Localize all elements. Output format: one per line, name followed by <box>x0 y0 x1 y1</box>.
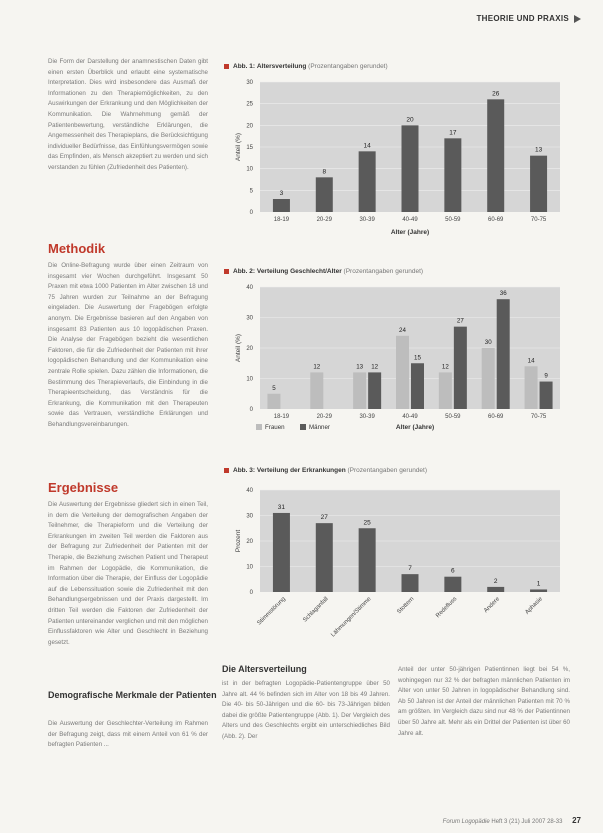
data-label: 12 <box>441 363 449 371</box>
footer-journal: Forum Logopädie <box>442 819 490 825</box>
data-label: 31 <box>277 503 286 511</box>
bar <box>402 574 419 592</box>
data-label: 3 <box>279 190 284 197</box>
data-label: 1 <box>536 580 541 588</box>
methodik-text: Die Online-Befragung wurde über einen Zeitraum von insgesamt vier Wochen durchgeführt. Insgesamt 50 Praxen mit etwa 1000 Patienten im Alter zwischen 18 und 75 Jahren wurden zur Teilnahme an der Befragung eingeladen. Die Auswertung der Fragebögen erfolgte anonym. Die Ergebnisse basieren auf den Angaben von insgesamt 83 Patienten aus 10 logopädischen Praxen. Die Analyse der Fragebögen bezieht die wesentlichen Faktoren, die für die Zufriedenheit der Patienten mit ihrer logopädischen Behandlung und der Kommunikation eine zentrale Rolle spielen. Dazu zählen die Informationen, die Bestimmung des Therapieverlaufs, die Einbindung in die Therapieentscheidung, das Verständnis für die Erkrankung, die Kommunikation mit den Therapeuten sowie das Vertrauen, verständliche Erklärungen und Behandlungsvereinbarungen. <box>48 262 208 428</box>
x-tick-label: 40-49 <box>402 217 418 223</box>
bar <box>359 151 376 212</box>
y-tick-label: 30 <box>246 513 253 520</box>
x-axis-label: Alter (Jahre) <box>390 229 430 236</box>
data-label: 14 <box>527 357 535 365</box>
data-label: 20 <box>406 116 414 124</box>
bar <box>487 99 504 212</box>
data-label: 2 <box>493 577 498 585</box>
intro-text: Die Form der Darstellung der anamnestischen Daten gibt einen ersten Überblick und erlaubt eine systematische Interpretation. Dies wird insbesondere das Ausmaß der Informationen zu den Therapiemöglichkeiten, zu den Auswirkungen der Erkrankung und den Möglichkeiten der Kommunikation. Die Wahrnehmung gemäß der Patientenbewertung, verständliche Erklärungen, die Angemessenheit des Therapieplans, die Berücksichtigung individueller Bedürfnisse, das Einfühlungsvermögen sowie das Empfinden, als Mensch akzeptiert zu werden und sich verstanden zu fühlen (Zufriedenheit des Patienten). <box>48 58 208 171</box>
y-tick-label: 30 <box>246 80 253 86</box>
x-tick-label: 70-75 <box>530 414 547 420</box>
y-tick-label: 25 <box>246 101 253 108</box>
bar <box>402 125 419 212</box>
bar-maenner <box>497 299 510 409</box>
running-header-title: THEORIE UND PRAXIS <box>476 14 569 23</box>
x-tick-label: 70-75 <box>530 217 547 223</box>
data-label: 13 <box>534 146 543 154</box>
figure-3-title: Verteilung der Erkrankungen <box>256 467 346 474</box>
bar <box>530 156 547 212</box>
data-label: 7 <box>408 565 412 573</box>
legend-label-frauen: Frauen <box>265 424 285 431</box>
legend-swatch-maenner <box>300 424 306 430</box>
y-tick-label: 10 <box>246 376 253 383</box>
bar <box>316 523 333 592</box>
x-tick-label: 50-59 <box>445 414 461 420</box>
y-tick-label: 20 <box>246 539 253 545</box>
right-column-text: Anteil der unter 50-jährigen Patientinnen liegt bei 54 %, wohingegen nur 32 % der befragten männlichen Patienten im Alter von unter 50 Jahren in logopädischer Behandlung sind. Ab 50 Jahren ist der Anteil der männlichen Patienten mit 70 % am größten. Im Vergleich dazu sind nur 48 % der Patientinnen über 50 Jahre alt. Mehr als ein Drittel der Patienten ist über 60 Jahre alt. <box>398 666 570 737</box>
figure-3-caption <box>224 467 427 474</box>
legend-label-maenner: Männer <box>309 424 330 431</box>
chart-altersverteilung <box>224 72 574 252</box>
y-axis-label: Anteil (%) <box>235 333 242 363</box>
y-tick-label: 20 <box>246 123 253 130</box>
bar <box>530 589 547 592</box>
data-label: 17 <box>449 129 457 137</box>
y-tick-label: 20 <box>246 346 253 352</box>
demografie-heading: Demografische Merkmale der Patienten <box>48 690 217 700</box>
figure-2-number: Abb. 2: <box>233 268 256 275</box>
chart-geschlecht-alter <box>224 277 574 457</box>
data-label: 6 <box>451 567 455 575</box>
arrow-right-icon <box>574 15 581 23</box>
x-tick-label: 20-29 <box>316 414 332 420</box>
data-label: 12 <box>371 363 379 371</box>
data-label: 27 <box>456 317 464 325</box>
altersverteilung-text: ist in der befragten Logopädie-Patientengruppe über 50 Jahre alt. 44 % befinden sich im Alter von 18 bis 49 Jahren. Die 40- bis 50-Jährigen und die 60- bis 73-Jährigen bilden dabei die größte Patientengruppe (Abb. 1). Der Vergleich des Alters und des Geschlechts ergibt ein unterschiedliches Bild (Abb. 2). Der <box>222 680 390 740</box>
bar <box>273 513 290 592</box>
legend-swatch-frauen <box>256 424 262 430</box>
y-tick-label: 0 <box>249 407 253 413</box>
data-label: 8 <box>322 168 327 176</box>
bar <box>273 199 290 212</box>
y-tick-label: 10 <box>246 166 253 173</box>
figure-2-title: Verteilung Geschlecht/Alter <box>256 268 342 275</box>
x-tick-label: Stimmstörung <box>256 596 287 627</box>
x-tick-label: Redefluss <box>435 596 459 620</box>
x-tick-label: 18-19 <box>273 217 290 223</box>
bar <box>444 138 461 212</box>
x-tick-label: Aphasie <box>524 596 544 616</box>
figure-3-note: (Prozentangaben gerundet) <box>347 467 428 474</box>
bar-frauen <box>310 372 323 409</box>
data-label: 27 <box>320 514 328 522</box>
y-tick-label: 5 <box>249 188 253 195</box>
figure-1-note: (Prozentangaben gerundet) <box>308 63 388 70</box>
chart-erkrankungen <box>224 476 574 654</box>
footer-issue: Heft 3 (21) Juli 2007 28-33 <box>491 819 563 825</box>
demografie-text: Die Auswertung der Geschlechter-Verteilung im Rahmen der Befragung zeigt, dass mit einem Anteil von 61 % der befragten Patienten ... <box>48 720 208 749</box>
x-tick-label: 20-29 <box>316 217 332 223</box>
running-header <box>476 14 581 23</box>
x-tick-label: 30-39 <box>359 217 375 223</box>
caption-marker-icon <box>224 468 229 473</box>
bar-frauen <box>396 336 409 409</box>
bar-frauen <box>525 366 538 409</box>
y-tick-label: 10 <box>246 564 253 571</box>
ergebnisse-text: Die Auswertung der Ergebnisse gliedert sich in einen Teil, in dem die Verteilung der demografischen Angaben der Teilnehmer, die Therapieform und die Verteilung der Erkrankungen im zweiten Teil werden die Faktoren aus der Befragung zur Zufriedenheit der Patienten mit der Therapie, die Beziehung zwischen Patient und Therapeut im Rahmen der Logopädie, die Kommunikation, die Information über die Therapie, der Einfluss der Logopädie auf die Lebenssituation sowie die Zufriedenheit mit den Behandlungsergebnissen und der Praxis dargestellt. Im dritten Teil werden die Faktoren der Zufriedenheit der Patienten untereinander verglichen und mit den möglichen Einflussfaktoren wie Alter und Geschlecht in Beziehung gesetzt. <box>48 501 208 646</box>
methodik-heading: Methodik <box>48 241 106 256</box>
bar <box>444 577 461 592</box>
figure-2-note: (Prozentangaben gerundet) <box>343 268 424 275</box>
caption-marker-icon <box>224 64 229 69</box>
data-label: 36 <box>499 290 507 298</box>
y-tick-label: 40 <box>246 488 253 494</box>
y-tick-label: 15 <box>246 145 253 151</box>
data-label: 5 <box>272 384 276 392</box>
y-tick-label: 40 <box>246 285 253 291</box>
bar-maenner <box>411 363 424 409</box>
y-axis-label: Prozent <box>235 529 242 553</box>
caption-marker-icon <box>224 269 229 274</box>
data-label: 25 <box>363 519 371 527</box>
data-label: 13 <box>356 363 364 371</box>
x-tick-label: 30-39 <box>359 414 375 420</box>
figure-3-number: Abb. 3: <box>233 467 256 474</box>
page-number: 27 <box>572 816 581 825</box>
x-tick-label: 18-19 <box>273 414 290 420</box>
bar-frauen <box>353 372 366 409</box>
x-tick-label: Andere <box>483 596 502 615</box>
y-tick-label: 30 <box>246 315 253 322</box>
y-axis-label: Anteil (%) <box>235 132 242 162</box>
ergebnisse-heading: Ergebnisse <box>48 480 119 495</box>
x-axis-label: Alter (Jahre) <box>395 424 435 431</box>
data-label: 26 <box>492 90 500 98</box>
bar-maenner <box>540 382 553 409</box>
bar-frauen <box>439 372 452 409</box>
data-label: 9 <box>544 372 548 380</box>
data-label: 15 <box>414 354 421 362</box>
x-tick-label: 60-69 <box>488 217 504 223</box>
bar-frauen <box>482 348 495 409</box>
figure-1-title: Altersverteilung <box>256 63 307 70</box>
data-label: 30 <box>484 339 492 346</box>
bar-maenner <box>368 372 381 409</box>
x-tick-label: 40-49 <box>402 414 418 420</box>
y-tick-label: 0 <box>249 590 253 596</box>
bar <box>359 528 376 592</box>
x-tick-label: Stottern <box>396 596 416 616</box>
figure-2-caption <box>224 268 423 275</box>
x-tick-label: Lähmungen/Stimme <box>330 596 373 639</box>
y-tick-label: 0 <box>249 210 253 216</box>
data-label: 12 <box>313 363 321 371</box>
page-footer <box>443 816 581 825</box>
altersverteilung-heading: Die Altersverteilung <box>222 664 307 674</box>
x-tick-label: 50-59 <box>445 217 461 223</box>
data-label: 24 <box>399 326 406 334</box>
x-tick-label: Schlaganfall <box>302 596 330 624</box>
figure-1-caption <box>224 63 388 70</box>
bar-maenner <box>454 327 467 409</box>
figure-1-number: Abb. 1: <box>233 63 256 70</box>
x-tick-label: 60-69 <box>488 414 504 420</box>
bar-frauen <box>267 394 280 409</box>
data-label: 14 <box>363 142 371 150</box>
bar <box>316 177 333 212</box>
bar <box>487 587 504 592</box>
